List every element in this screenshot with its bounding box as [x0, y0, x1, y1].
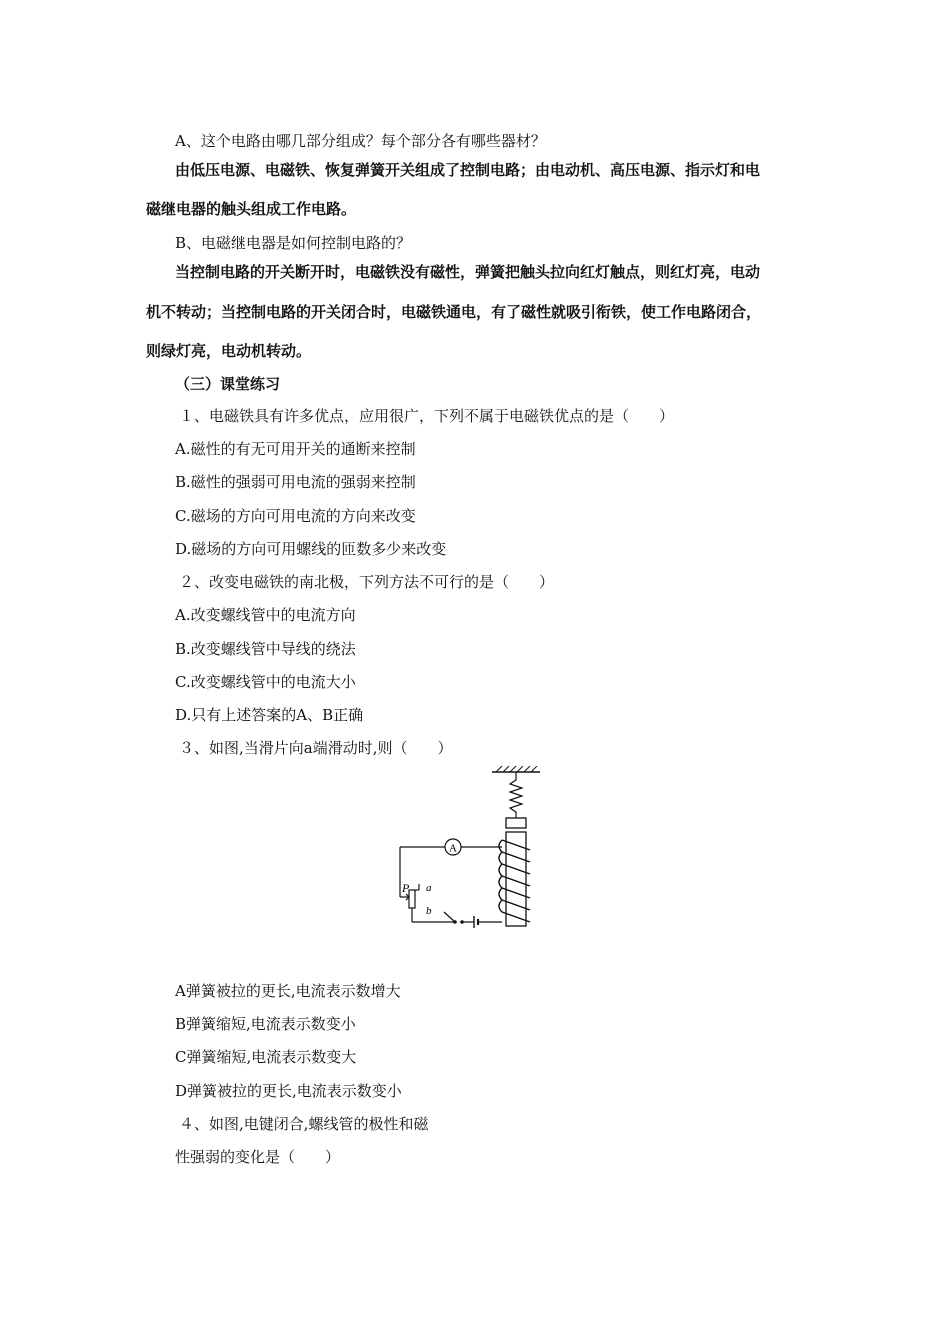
- q3-option-b: B弹簧缩短,电流表示数变小: [175, 1015, 356, 1033]
- answer-a-line-1: 由低压电源、电磁铁、恢复弹簧开关组成了控制电路；由电动机、高压电源、指示灯和电: [175, 161, 761, 179]
- answer-b-line-1: 当控制电路的开关断开时，电磁铁没有磁性，弹簧把触头拉向红灯触点，则红灯亮，电动: [175, 263, 761, 281]
- question-b-text: B、电磁继电器是如何控制电路的？: [175, 234, 412, 252]
- q4-stem-line-2: 性强弱的变化是（ ）: [175, 1148, 341, 1166]
- circuit-diagram: [392, 766, 542, 936]
- ammeter-label: A: [449, 842, 457, 855]
- rheostat: [409, 890, 415, 908]
- q2-option-a: A.改变螺线管中的电流方向: [175, 606, 356, 624]
- spring: [510, 772, 522, 818]
- q2-option-b: B.改变螺线管中导线的绕法: [175, 640, 356, 658]
- q1-option-c: C.磁场的方向可用电流的方向来改变: [175, 507, 416, 525]
- q3-stem: ３、如图,当滑片向a端滑动时,则（ ）: [179, 739, 453, 757]
- answer-b-line-2: 机不转动；当控制电路的开关闭合时，电磁铁通电，有了磁性就吸引衔铁，使工作电路闭合，: [146, 303, 762, 321]
- q2-option-c: C.改变螺线管中的电流大小: [175, 673, 356, 691]
- answer-b-line-3: 则绿灯亮，电动机转动。: [146, 342, 312, 360]
- q1-option-a: A.磁性的有无可用开关的通断来控制: [175, 440, 416, 458]
- armature: [506, 818, 526, 828]
- question-a-text: A、这个电路由哪几部分组成？每个部分各有哪些器材？: [175, 132, 546, 150]
- q1-option-b: B.磁性的强弱可用电流的强弱来控制: [175, 473, 416, 491]
- ceiling-hatch: [496, 766, 537, 772]
- answer-a-line-2: 磁继电器的触头组成工作电路。: [146, 200, 357, 218]
- q4-stem-line-1: ４、如图,电键闭合,螺线管的极性和磁: [179, 1115, 429, 1133]
- q3-option-d: D弹簧被拉的更长,电流表示数变小: [175, 1082, 402, 1100]
- q1-option-d: D.磁场的方向可用螺线的匝数多少来改变: [175, 540, 447, 558]
- end-b-label: b: [426, 905, 432, 917]
- q2-option-d: D.只有上述答案的A、B正确: [175, 706, 364, 724]
- q3-option-c: C弹簧缩短,电流表示数变大: [175, 1048, 357, 1066]
- q2-stem: ２、改变电磁铁的南北极，下列方法不可行的是（ ）: [179, 573, 555, 591]
- pointer-label: P: [402, 881, 410, 895]
- q1-stem: １、电磁铁具有许多优点，应用很广，下列不属于电磁铁优点的是（ ）: [179, 407, 675, 425]
- end-a-label: a: [426, 882, 432, 894]
- q3-option-a: A弹簧被拉的更长,电流表示数增大: [175, 982, 401, 1000]
- section-title: （三）课堂练习: [175, 375, 281, 393]
- switch-blade: [444, 912, 455, 922]
